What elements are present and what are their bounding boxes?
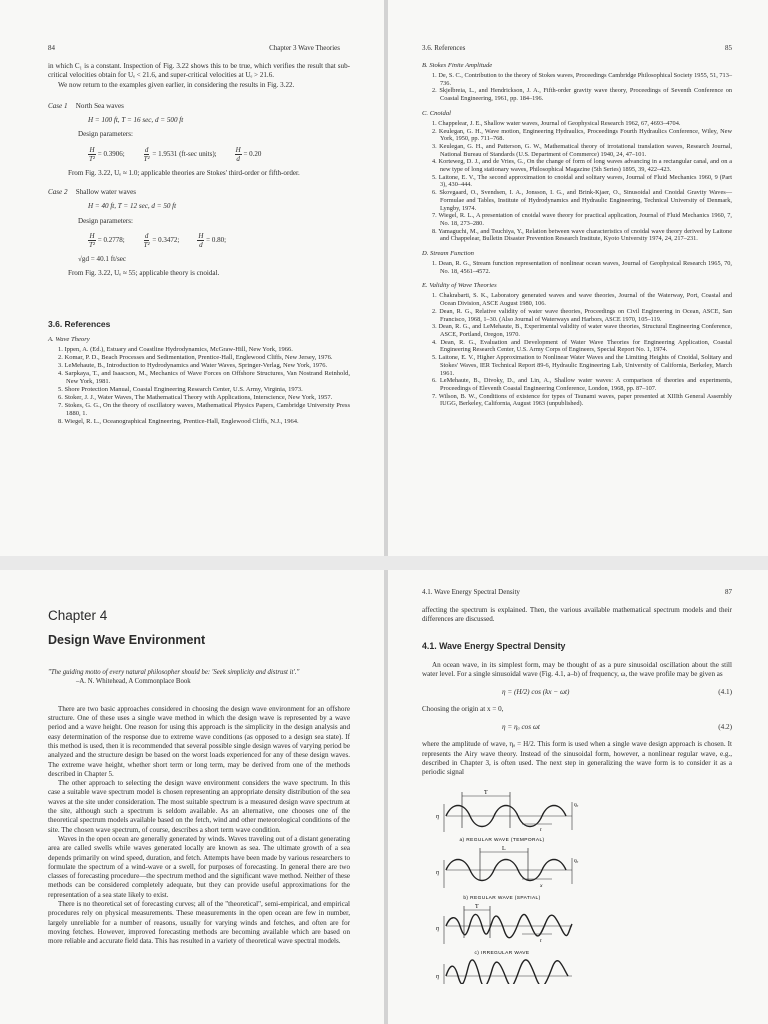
- page-84: [0, 0, 384, 556]
- body-paragraph: where the amplitude of wave, ηₐ = H/2. This form is used when a single wave design approach is chosen. It represents the Airy wave theory. Instead of the sinusoidal form, however, a nonlinear regular wave, e.g., described in Chapter 3, is often used. The next step in generalizing the wave form is to consider it as a periodic signal: [422, 740, 732, 777]
- reference-item: 2. Dean, R. G., Relative validity of water wave theories, Proceedings on Civil Engineering in Ocean, ASCE, San Francisco, 1968, 1–30. (Also Journal of Waterways and Harbors, ASCE 1970, 105–119.: [432, 307, 732, 323]
- wavelength-label: L: [502, 845, 506, 852]
- case-title: Shallow water waves: [75, 188, 137, 197]
- spread-separator: [0, 556, 768, 570]
- body-paragraph: Waves in the open ocean are generally generated by winds. Waves traveling out of a distant generating area are called swells while waves generated locally are known as sea. The ultimate growth of a sea depends primarily on wind speed, duration, and fetch. Attempts have been made by various researchers to formulate the spectrum of a wind-wave or a swell, for purposes of forecasting. In general there are two classes of forecasting procedure—the spectrum method and the significant wave method. Neither of these methods can be considered completely adequate, but they can provide useful approximations for the representation of a sea state likely to exist.: [48, 834, 350, 899]
- irregular-wave: [436, 904, 572, 944]
- equation-text: η = ηₐ cos ωt: [502, 723, 540, 732]
- eq-value: = 0.20: [243, 149, 262, 158]
- page-number: 84: [48, 44, 55, 52]
- reference-item: 8. Yamaguchi, M., and Tsuchiya, Y., Relation between wave characteristics of cnoidal wave theory derived by Laitone and Chappelear, Bulletin Disaster Prevention Research Institute, Kyoto University 1974, 24, 217–231.: [432, 227, 732, 243]
- reference-item: 4. Korteweg, D. J., and de Vries, G., On the change of form of long waves advancing in a rectangular canal, and on a new type of long stationary waves, Philosophical Magazine (5th Series) 1895, 39, 422–423.: [432, 158, 732, 174]
- body-paragraph: There is no theoretical set of forecasting curves; all of the "theoretical", semi-empirical, and empirical procedures rely on physical measurements. These measurements in the open ocean are few in number, largely unreliable for a number of reasons, usually for varying winds and fetches, and often are for moving fetches. However, improved forecasting methods are becoming available which are based on more reliable and accurate field data. This has resulted in a variety of theoretical wave spectral models.: [48, 900, 350, 946]
- design-params-equations: $\frac{H}{\text{T²}}$ = 0.3906; $\frac{d}{\text{T²}}$ = 1.9531 (ft-sec units); $\frac{H}{d}$ = 0.20: [89, 145, 262, 163]
- gd-value: √gd = 40.1 ft/sec: [78, 254, 127, 263]
- chapter-title: Design Wave Environment: [48, 633, 206, 647]
- page-86: [0, 570, 384, 1024]
- reference-item: 6. Skovgaard, O., Svendsen, I. A., Jonsson, I. G., and Brink-Kjaer, O., Sinusoidal and Cnoidal Gravity Waves—Formulae and Tables, Institute of Hydrodynamics and Hydraulic Engineering, Technical University of Denmark, Lyngby, 1974.: [432, 189, 732, 212]
- reference-item: 7. Stokes, G. G., On the theory of oscillatory waves, Mathematical Physics Papers, Cambridge University Press 1880, 1.: [58, 402, 350, 418]
- reference-groups: [422, 62, 732, 408]
- reference-item: 4. Dean, R. G., Evaluation and Development of Water Wave Theories for Engineering Application, Coastal Engineering Research Center, U.S. Army Corps of Engineers, Special Report No. 1, 1974.: [432, 338, 732, 354]
- running-header: [422, 44, 732, 52]
- intro-paragraph: in which C₁ is a constant. Inspection of Fig. 3.22 shows this to be true, which verifies the result that sub-critical velocities obtain for Uₑ < 21.6, and super-critical velocities at Uₑ > 21.6.: [48, 62, 350, 80]
- period-label: T: [475, 903, 479, 910]
- irregular-wave-partial: [436, 960, 572, 984]
- running-head-title: 4.1. Wave Energy Spectral Density: [422, 588, 520, 596]
- eta-label: η: [436, 813, 439, 820]
- reference-item: 7. Wiegel, R. L., A presentation of cnoidal wave theory for practical application, Journal of Fluid Mechanics 1960, 7, No. 18, 273–280.: [432, 212, 732, 227]
- equation-number: (4.1): [718, 688, 732, 697]
- reference-item: 1. De, S. C., Contribution to the theory of Stokes waves, Proceedings Cambridge Philosophical Society 1955, 51, 713–736.: [432, 72, 732, 87]
- reference-item: 5. Shore Protection Manual, Coastal Engineering Research Center, U.S. Army, Virginia, 1973.: [58, 386, 303, 394]
- refs-subheading: E. Validity of Wave Theories: [422, 282, 497, 290]
- reference-item: 1. Chappelear, J. E., Shallow water waves, Journal of Geophysical Research 1962, 67, 4693–4704.: [432, 119, 681, 127]
- refs-subheading: B. Stokes Finite Amplitude: [422, 62, 493, 69]
- reference-item: 6. LeMehaute, B., Divoky, D., and Lin, A., Shallow water waves: A comparison of theories and experiments, Proceedings of Eleventh Coastal Engineering Conference, London, 1968, pp. 87–107.: [432, 377, 732, 392]
- section-heading: 3.6. References: [48, 318, 111, 329]
- wave-figure: [422, 784, 732, 989]
- page-number: 87: [725, 588, 732, 596]
- equation-4-2: [422, 723, 732, 731]
- eta-label: η: [436, 973, 439, 980]
- reference-item: 2. Komar, P. D., Beach Processes and Sedimentation, Prentice-Hall, Englewood Cliffs, New Jersey, 1976.: [58, 353, 333, 361]
- design-params-label: Design parameters:: [78, 130, 133, 139]
- eq-value: = 0.3472;: [152, 236, 180, 245]
- chapter-label: Chapter 4: [48, 608, 108, 623]
- amplitude-label: ηₐ: [574, 857, 579, 864]
- eta-label: η: [436, 925, 439, 932]
- running-header: [48, 44, 350, 52]
- refs-subheading: D. Stream Function: [422, 250, 474, 258]
- body-paragraph: An ocean wave, in its simplest form, may be thought of as a pure sinusoidal oscillation about the still water level. For a single sinusoidal wave (Fig. 4.1, a–b) of frequency, ω, the wave profile may be given as: [422, 660, 732, 678]
- epigraph-attribution: –A. N. Whitehead, A Commonplace Book: [76, 677, 191, 685]
- equation-4-1: [422, 688, 732, 696]
- case-params: H = 40 ft, T = 12 sec, d = 50 ft: [88, 202, 177, 211]
- reference-item: 4. Sarpkaya, T., and Isaacson, M., Mechanics of Wave Forces on Offshore Structures, Van Nostrand Reinhold, New York, 1981.: [58, 369, 350, 385]
- epigraph: "The guiding motto of every natural philosopher should be: 'Seek simplicity and distrust it'.": [48, 669, 300, 676]
- eq-value: = 1.9531 (ft-sec units);: [152, 149, 217, 158]
- case-2: [48, 188, 350, 197]
- reference-item: 2. Keulegan, G. H., Wave motion, Engineering Hydraulics, Proceedings Fourth Hydraulics Conference, Wiley, New York, 1950, pp. 711–768.: [432, 127, 732, 143]
- reference-list: [422, 292, 732, 408]
- reference-item: 3. Dean, R. G., and LeMehaute, B., Experimental validity of water wave theories, Structural Engineering Conference, ASCE, Portland, Oregon, 1970.: [432, 323, 732, 338]
- page-85: [388, 0, 768, 556]
- reference-item: 7. Wilson, B. W., Conditions of existence for types of Tsunami waves, paper presented at XIIIth General Assembly IUGG, Berkeley, California, August 1963 (unpublished).: [432, 392, 732, 408]
- reference-item: 5. Laitone, E. V., The second approximation to cnoidal and solitary waves, Journal of Fluid Mechanics 1960, 9 (Part 3), 430–444.: [432, 173, 732, 189]
- case-result: From Fig. 3.22, Uₑ ≈ 1.0; applicable theories are Stokes' third-order or fifth-order.: [68, 168, 300, 177]
- design-params-equations: $\frac{H}{\text{T²}}$ = 0.2778; $\frac{d}{\text{T²}}$ = 0.3472; $\frac{H}{d}$ = 0.80;: [89, 231, 227, 249]
- time-axis-label: t: [540, 826, 542, 833]
- eq-value: = 0.80;: [206, 236, 227, 245]
- running-head-title: 3.6. References: [422, 44, 466, 52]
- regular-wave-temporal: [436, 790, 579, 833]
- case-label: Case 2: [48, 188, 68, 197]
- period-label: T: [484, 789, 488, 796]
- reference-item: 1. Dean, R. G., Stream function representation of nonlinear ocean waves, Journal of Geophysical Research 1965, 70, No. 18, 4561–4572.: [432, 260, 732, 275]
- case-result: From Fig. 3.22, Uₑ ≈ 55; applicable theory is cnoidal.: [68, 269, 220, 278]
- body-paragraph: The other approach to selecting the design wave environment considers the wave spectrum. In this case a suitable wave spectrum model is chosen representing an appropriate density distribution of the sea waves at the site under consideration. The most suitable spectrum is a measured design wave spectrum at the site, although such a spectrum is seldom available. As an alternative, one chooses one of the theoretical spectrum models available based on the fetch, wind and other meteorological conditions of the site. The chosen wave spectrum, of course, describes a short term wave condition.: [48, 779, 350, 834]
- equation-number: (4.2): [718, 723, 732, 732]
- running-header: [422, 588, 732, 596]
- case-label: Case 1: [48, 101, 68, 110]
- section-heading: 4.1. Wave Energy Spectral Density: [422, 640, 566, 651]
- eq-value: = 0.3906;: [97, 149, 125, 158]
- case-title: North Sea waves: [75, 101, 124, 110]
- reference-item: 3. Keulegan, G. H., and Patterson, G. W., Mathematical theory of irrotational translation waves, Research Journal, National Bureau of Standards (U.S. Department of Commerce) 1940, 24, 47–101.: [432, 142, 732, 158]
- reference-item: 3. LeMehaute, B., Introduction to Hydrodynamics and Water Waves, Springer-Verlag, New York, 1976.: [58, 361, 328, 369]
- design-params-label: Design parameters:: [78, 216, 133, 225]
- fig-caption-b: b) REGULAR WAVE (SPATIAL): [463, 895, 541, 901]
- space-axis-label: x: [540, 882, 543, 889]
- equation-text: η = (H/2) cos (kx − ωt): [502, 688, 570, 697]
- reference-list: [422, 120, 732, 243]
- case-1: [48, 102, 350, 111]
- body-paragraph: There are two basic approaches considered in choosing the design wave environment for an offshore structure. One of these uses a single wave method in which the design wave is represented by a wave period and a wave height. One reason for using this approach is the simplicity in the design analysis and easy determination of the response due to extreme wave conditions (as opposed to a design sea state). If this method is used, then it is recommended that several possible single design waves of varying period be analyzed and the structure design be based on the worst loads experienced for any of these design waves. The extreme wave height, whether short term or long term, may be derived from one of the methods described in Chapter 5.: [48, 704, 350, 778]
- eq-value: = 0.2778;: [97, 236, 125, 245]
- amplitude-label: ηₐ: [574, 801, 579, 808]
- refs-subheading: C. Cnoidal: [422, 109, 451, 117]
- reference-list: [48, 346, 350, 427]
- reference-list: [422, 72, 732, 103]
- regular-wave-spatial: [436, 846, 579, 889]
- running-head-title: Chapter 3 Wave Theories: [269, 44, 340, 52]
- reference-item: 8. Wiegel, R. L., Oceanographical Engineering, Prentice-Hall, Englewood Cliffs, N.J., 1964.: [58, 418, 299, 426]
- fig-caption-a: a) REGULAR WAVE (TEMPORAL): [459, 837, 545, 843]
- reference-item: 6. Stoker, J. J., Water Waves, The Mathematical Theory with Applications, Interscience, New York, 1957.: [58, 394, 333, 402]
- case-params: H = 100 ft, T = 16 sec, d = 500 ft: [88, 116, 184, 125]
- reference-list: [422, 260, 732, 275]
- time-axis-label: t: [540, 937, 542, 944]
- reference-item: 2. Skjelbreia, L., and Hendrickson, J. A., Fifth-order gravity wave theory, Proceedings of Seventh Conference on Coastal Engineering, 1961, pp. 184–196.: [432, 87, 732, 103]
- eta-label: η: [436, 869, 439, 876]
- refs-subheading: A. Wave Theory: [48, 335, 90, 343]
- page-number: 85: [725, 44, 732, 52]
- intro-paragraph: We now return to the examples given earlier, in considering the results in Fig. 3.22.: [58, 80, 295, 89]
- lead-paragraph: affecting the spectrum is explained. Then, the various available mathematical spectrum models and their differences are discussed.: [422, 606, 732, 624]
- page-87: [388, 570, 768, 1024]
- reference-item: 5. Laitone, E. V., Higher Approximation to Nonlinear Water Waves and the Limiting Heights of Cnoidal, Solitary and Stokes' Waves, IER Technical Report 89-6, Hydraulic Engineering Lab, University of California, Berkeley, March 1961.: [432, 354, 732, 377]
- wave-figure-svg: [422, 784, 732, 984]
- fig-caption-c: c) IRREGULAR WAVE: [474, 950, 530, 956]
- reference-item: 1. Ippen, A. (Ed.), Estuary and Coastline Hydrodynamics, McGraw-Hill, New York, 1966.: [58, 345, 293, 353]
- reference-item: 1. Chakrabarti, S. K., Laboratory generated waves and wave theories, Journal of the Waterway, Port, Coastal and Ocean Division, ASCE August 1980, 106.: [432, 292, 732, 308]
- body-paragraph: Choosing the origin at x = 0,: [422, 705, 504, 714]
